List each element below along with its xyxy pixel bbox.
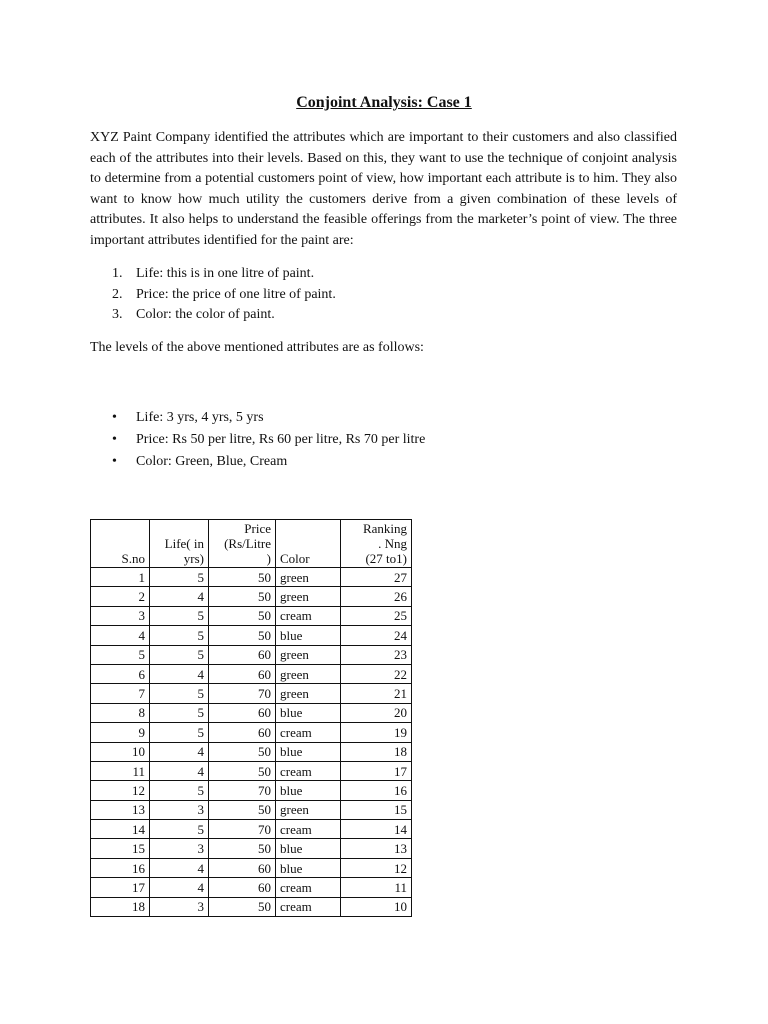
cell-rank: 21 [341,684,412,703]
cell-rank: 22 [341,664,412,683]
cell-color: blue [276,839,341,858]
cell-sno: 14 [91,820,150,839]
table-row [91,587,412,606]
cell-rank: 25 [341,606,412,625]
cell-life: 4 [150,742,209,761]
cell-life: 4 [150,858,209,877]
cell-rank: 18 [341,742,412,761]
cell-price: 50 [209,761,276,780]
table-row [91,703,412,722]
list-item: • Life: 3 yrs, 4 yrs, 5 yrs [90,407,425,429]
cell-sno: 17 [91,878,150,897]
cell-price: 60 [209,878,276,897]
cell-rank: 19 [341,723,412,742]
cell-life: 5 [150,568,209,587]
cell-price: 50 [209,800,276,819]
list-item: 2. Price: the price of one litre of paint. [112,286,336,302]
table-row [91,781,412,800]
list-item: 1. Life: this is in one litre of paint. [112,266,315,281]
header-color: Color [276,520,341,568]
cell-color: cream [276,606,341,625]
table-body [91,568,412,917]
cell-life: 5 [150,684,209,703]
cell-rank: 24 [341,626,412,645]
cell-price: 50 [209,897,276,916]
table-row [91,606,412,625]
cell-sno: 16 [91,858,150,877]
cell-rank: 10 [341,897,412,916]
cell-price: 50 [209,626,276,645]
table-row [91,761,412,780]
cell-life: 5 [150,645,209,664]
cell-rank: 20 [341,703,412,722]
cell-color: cream [276,878,341,897]
levels-list [90,407,425,473]
table-row [91,820,412,839]
cell-rank: 23 [341,645,412,664]
cell-sno: 5 [91,645,150,664]
cell-sno: 12 [91,781,150,800]
cell-life: 3 [150,839,209,858]
header-life: Life( in yrs) [150,520,209,568]
cell-color: green [276,684,341,703]
cell-sno: 15 [91,839,150,858]
table-row [91,723,412,742]
intro-paragraph: XYZ Paint Company identified the attributes which are important to their customers and also classified each of the attributes into their levels. Based on this, they want to use the technique of conjoint analysis to determine from a potential customers point of view, how important each attribute is to him. They also want to know how much utility the customers derive from a given combination of these levels of attributes. It also helps to understand the feasible offerings from the marketer’s point of view. The three important attributes identified for the paint are: [90,130,677,248]
cell-sno: 6 [91,664,150,683]
table-row [91,684,412,703]
cell-rank: 12 [341,858,412,877]
cell-life: 5 [150,820,209,839]
cell-color: green [276,587,341,606]
cell-sno: 11 [91,761,150,780]
cell-color: blue [276,781,341,800]
cell-price: 70 [209,684,276,703]
cell-sno: 13 [91,800,150,819]
bullet-icon: • [112,454,117,469]
table-row [91,645,412,664]
table-row [91,742,412,761]
cell-price: 50 [209,606,276,625]
cell-sno: 3 [91,606,150,625]
cell-price: 50 [209,587,276,606]
levels-intro: The levels of the above mentioned attributes are as follows: [90,340,424,355]
header-sno: S.no [91,520,150,568]
cell-rank: 11 [341,878,412,897]
attributes-list [90,264,336,326]
cell-color: blue [276,858,341,877]
table-row [91,664,412,683]
cell-life: 4 [150,587,209,606]
cell-sno: 1 [91,568,150,587]
list-item: • Color: Green, Blue, Cream [90,451,425,473]
cell-price: 50 [209,742,276,761]
header-price: Price (Rs/Litre ) [209,520,276,568]
cell-color: blue [276,742,341,761]
list-item: 3. Color: the color of paint. [112,307,275,322]
cell-sno: 8 [91,703,150,722]
page-title: Conjoint Analysis: Case 1 [296,94,472,111]
cell-sno: 10 [91,742,150,761]
cell-sno: 18 [91,897,150,916]
cell-life: 5 [150,626,209,645]
table-header-row [91,520,412,568]
cell-sno: 4 [91,626,150,645]
cell-color: blue [276,703,341,722]
cell-color: green [276,568,341,587]
cell-color: green [276,645,341,664]
cell-rank: 26 [341,587,412,606]
cell-rank: 13 [341,839,412,858]
cell-sno: 7 [91,684,150,703]
cell-life: 5 [150,781,209,800]
table-row [91,839,412,858]
cell-life: 4 [150,878,209,897]
table-row [91,626,412,645]
cell-life: 4 [150,664,209,683]
ranking-table [90,519,412,917]
cell-price: 60 [209,645,276,664]
cell-rank: 27 [341,568,412,587]
cell-color: green [276,800,341,819]
header-ranking: Ranking . Nng (27 to1) [341,520,412,568]
cell-color: green [276,664,341,683]
cell-life: 5 [150,723,209,742]
cell-color: blue [276,626,341,645]
cell-rank: 17 [341,761,412,780]
cell-life: 3 [150,800,209,819]
list-item: • Price: Rs 50 per litre, Rs 60 per litre, Rs 70 per litre [90,429,425,451]
cell-price: 50 [209,568,276,587]
cell-life: 5 [150,606,209,625]
cell-price: 70 [209,820,276,839]
cell-rank: 14 [341,820,412,839]
table-row [91,858,412,877]
cell-sno: 2 [91,587,150,606]
cell-color: cream [276,723,341,742]
cell-color: cream [276,761,341,780]
cell-sno: 9 [91,723,150,742]
cell-rank: 15 [341,800,412,819]
cell-price: 60 [209,723,276,742]
cell-price: 70 [209,781,276,800]
table-row [91,800,412,819]
table-row [91,897,412,916]
cell-rank: 16 [341,781,412,800]
cell-color: cream [276,897,341,916]
table-row [91,878,412,897]
cell-price: 50 [209,839,276,858]
table-row [91,568,412,587]
bullet-icon: • [112,432,117,447]
bullet-icon: • [112,410,117,425]
cell-price: 60 [209,664,276,683]
cell-life: 5 [150,703,209,722]
cell-color: cream [276,820,341,839]
cell-price: 60 [209,703,276,722]
cell-life: 4 [150,761,209,780]
cell-life: 3 [150,897,209,916]
cell-price: 60 [209,858,276,877]
